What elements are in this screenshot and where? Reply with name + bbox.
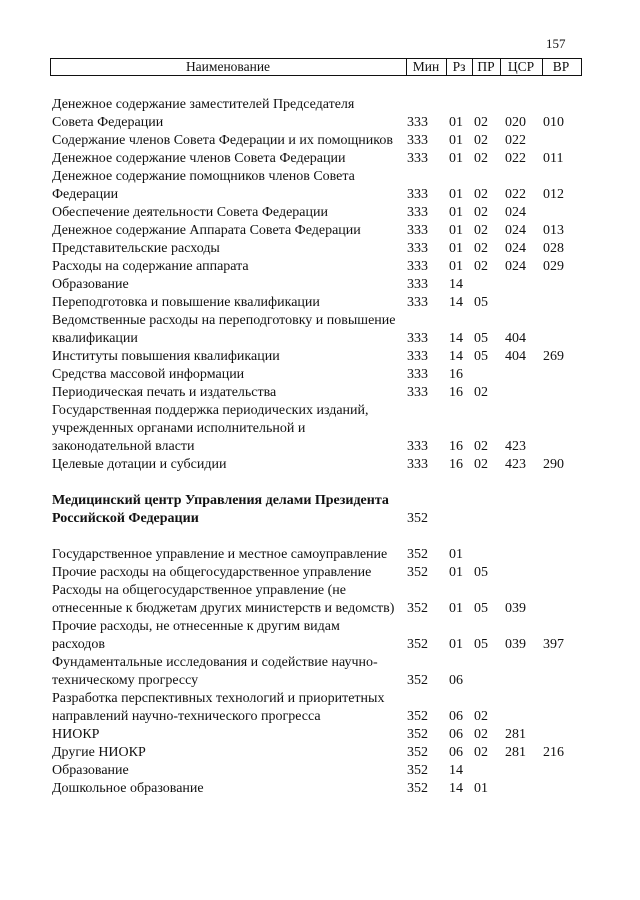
row-rz: 01 xyxy=(449,565,463,580)
row-rz: 01 xyxy=(449,241,463,256)
row-min: 333 xyxy=(407,241,428,256)
row-name: Расходы на общегосударственное управление (не отнесенные к бюджетам других министерств и ведомств) xyxy=(52,583,395,616)
table-row xyxy=(0,348,640,366)
row-name: Представительские расходы xyxy=(52,241,220,256)
row-min: 333 xyxy=(407,133,428,148)
row-min: 352 xyxy=(407,511,428,526)
row-rz: 06 xyxy=(449,673,463,688)
row-rz: 06 xyxy=(449,709,463,724)
table-row xyxy=(0,762,640,780)
row-min: 333 xyxy=(407,187,428,202)
table-row xyxy=(0,582,640,618)
row-min: 352 xyxy=(407,547,428,562)
table-row xyxy=(0,168,640,204)
row-csr: 423 xyxy=(505,439,526,454)
row-pr: 02 xyxy=(474,187,488,202)
row-csr: 281 xyxy=(505,727,526,742)
row-vr: 269 xyxy=(543,349,564,364)
row-csr: 022 xyxy=(505,187,526,202)
row-min: 352 xyxy=(407,745,428,760)
table-row xyxy=(0,294,640,312)
table-row xyxy=(0,744,640,762)
row-csr: 024 xyxy=(505,205,526,220)
row-pr: 02 xyxy=(474,385,488,400)
header-rz: Рз xyxy=(452,59,466,74)
row-pr: 05 xyxy=(474,637,488,652)
row-rz: 01 xyxy=(449,115,463,130)
row-csr: 024 xyxy=(505,241,526,256)
row-min: 333 xyxy=(407,331,428,346)
table-row xyxy=(0,564,640,582)
row-min: 352 xyxy=(407,763,428,778)
row-rz: 01 xyxy=(449,187,463,202)
row-rz: 01 xyxy=(449,223,463,238)
row-min: 333 xyxy=(407,349,428,364)
row-vr: 029 xyxy=(543,259,564,274)
row-csr: 404 xyxy=(505,349,526,364)
row-min: 352 xyxy=(407,709,428,724)
header-min: Мин xyxy=(412,59,440,74)
row-min: 352 xyxy=(407,781,428,796)
row-vr: 013 xyxy=(543,223,564,238)
row-vr: 028 xyxy=(543,241,564,256)
budget-table-body xyxy=(0,96,640,798)
row-pr: 02 xyxy=(474,151,488,166)
row-rz: 01 xyxy=(449,151,463,166)
row-name: Образование xyxy=(52,277,129,292)
row-csr: 020 xyxy=(505,115,526,130)
row-pr: 05 xyxy=(474,349,488,364)
row-rz: 01 xyxy=(449,637,463,652)
table-row xyxy=(0,618,640,654)
row-pr: 02 xyxy=(474,259,488,274)
row-vr: 397 xyxy=(543,637,564,652)
row-name: Фундаментальные исследования и содействие научно-техническому прогрессу xyxy=(52,655,378,688)
row-min: 352 xyxy=(407,601,428,616)
row-rz: 06 xyxy=(449,745,463,760)
table-row xyxy=(0,726,640,744)
table-row xyxy=(0,132,640,150)
row-name: Медицинский центр Управления делами Президента Российской Федерации xyxy=(52,493,389,526)
row-name: Содержание членов Совета Федерации и их помощников xyxy=(52,133,393,148)
row-rz: 01 xyxy=(449,205,463,220)
table-row xyxy=(0,96,640,132)
table-row xyxy=(0,654,640,690)
row-pr: 02 xyxy=(474,709,488,724)
table-row xyxy=(0,780,640,798)
row-vr: 010 xyxy=(543,115,564,130)
row-pr: 05 xyxy=(474,331,488,346)
header-pr: ПР xyxy=(477,59,495,74)
row-name: Прочие расходы, не отнесенные к другим видам расходов xyxy=(52,619,340,652)
row-vr: 216 xyxy=(543,745,564,760)
row-csr: 039 xyxy=(505,637,526,652)
row-csr: 022 xyxy=(505,151,526,166)
row-min: 333 xyxy=(407,115,428,130)
row-csr: 281 xyxy=(505,745,526,760)
row-name: Государственная поддержка периодических изданий, учрежденных органами исполнительной и законодательной власти xyxy=(52,403,369,454)
table-row xyxy=(0,690,640,726)
row-name: Переподготовка и повышение квалификации xyxy=(52,295,320,310)
row-min: 333 xyxy=(407,295,428,310)
header-divider xyxy=(581,59,582,75)
row-rz: 14 xyxy=(449,349,463,364)
row-name: Периодическая печать и издательства xyxy=(52,385,277,400)
row-name: Прочие расходы на общегосударственное управление xyxy=(52,565,372,580)
row-pr: 02 xyxy=(474,223,488,238)
table-row xyxy=(0,312,640,348)
row-min: 352 xyxy=(407,727,428,742)
header-name: Наименование xyxy=(185,59,271,74)
row-rz: 01 xyxy=(449,601,463,616)
row-rz: 14 xyxy=(449,763,463,778)
table-row xyxy=(0,366,640,384)
row-rz: 14 xyxy=(449,295,463,310)
row-min: 352 xyxy=(407,637,428,652)
row-min: 333 xyxy=(407,385,428,400)
row-rz: 16 xyxy=(449,439,463,454)
row-name: Другие НИОКР xyxy=(52,745,146,760)
row-pr: 05 xyxy=(474,601,488,616)
row-pr: 02 xyxy=(474,115,488,130)
row-name: Денежное содержание помощников членов Совета Федерации xyxy=(52,169,355,202)
row-pr: 02 xyxy=(474,727,488,742)
table-spacer xyxy=(0,474,640,492)
table-row xyxy=(0,384,640,402)
row-min: 333 xyxy=(407,439,428,454)
row-rz: 16 xyxy=(449,457,463,472)
row-vr: 012 xyxy=(543,187,564,202)
row-name: Целевые дотации и субсидии xyxy=(52,457,227,472)
row-name: Институты повышения квалификации xyxy=(52,349,280,364)
row-rz: 16 xyxy=(449,367,463,382)
row-rz: 14 xyxy=(449,331,463,346)
table-row xyxy=(0,258,640,276)
row-csr: 022 xyxy=(505,133,526,148)
row-rz: 01 xyxy=(449,547,463,562)
row-rz: 01 xyxy=(449,133,463,148)
row-pr: 02 xyxy=(474,457,488,472)
row-name: Расходы на содержание аппарата xyxy=(52,259,249,274)
row-name: Разработка перспективных технологий и приоритетных направлений научно-технического прогресса xyxy=(52,691,385,724)
row-min: 333 xyxy=(407,457,428,472)
row-csr: 024 xyxy=(505,259,526,274)
row-csr: 024 xyxy=(505,223,526,238)
row-name: Обеспечение деятельности Совета Федерации xyxy=(52,205,328,220)
row-csr: 404 xyxy=(505,331,526,346)
header-csr: ЦСР xyxy=(507,59,535,74)
row-pr: 02 xyxy=(474,205,488,220)
row-min: 333 xyxy=(407,259,428,274)
table-row xyxy=(0,456,640,474)
row-name: Денежное содержание заместителей Председателя Совета Федерации xyxy=(52,97,355,130)
row-min: 333 xyxy=(407,367,428,382)
row-name: НИОКР xyxy=(52,727,100,742)
row-pr: 01 xyxy=(474,781,488,796)
page-number: 157 xyxy=(546,36,566,51)
row-name: Средства массовой информации xyxy=(52,367,245,382)
row-name: Дошкольное образование xyxy=(52,781,204,796)
row-rz: 14 xyxy=(449,277,463,292)
row-min: 352 xyxy=(407,565,428,580)
row-rz: 16 xyxy=(449,385,463,400)
row-min: 333 xyxy=(407,277,428,292)
table-row xyxy=(0,204,640,222)
row-rz: 06 xyxy=(449,727,463,742)
section-heading-row xyxy=(0,492,640,528)
row-csr: 423 xyxy=(505,457,526,472)
row-vr: 290 xyxy=(543,457,564,472)
row-min: 352 xyxy=(407,673,428,688)
row-name: Денежное содержание Аппарата Совета Федерации xyxy=(52,223,361,238)
row-pr: 02 xyxy=(474,439,488,454)
row-min: 333 xyxy=(407,205,428,220)
table-spacer xyxy=(0,528,640,546)
row-rz: 14 xyxy=(449,781,463,796)
header-vr: ВР xyxy=(552,59,570,74)
table-row xyxy=(0,150,640,168)
table-row xyxy=(0,240,640,258)
row-name: Государственное управление и местное самоуправление xyxy=(52,547,388,562)
row-csr: 039 xyxy=(505,601,526,616)
table-row xyxy=(0,222,640,240)
row-rz: 01 xyxy=(449,259,463,274)
row-name: Ведомственные расходы на переподготовку и повышение квалификации xyxy=(52,313,396,346)
row-pr: 05 xyxy=(474,295,488,310)
row-pr: 02 xyxy=(474,241,488,256)
row-name: Образование xyxy=(52,763,129,778)
table-row xyxy=(0,276,640,294)
table-header xyxy=(50,58,582,76)
row-pr: 05 xyxy=(474,565,488,580)
row-pr: 02 xyxy=(474,133,488,148)
table-row xyxy=(0,546,640,564)
row-min: 333 xyxy=(407,223,428,238)
row-min: 333 xyxy=(407,151,428,166)
row-pr: 02 xyxy=(474,745,488,760)
row-vr: 011 xyxy=(543,151,564,166)
table-row xyxy=(0,402,640,456)
row-name: Денежное содержание членов Совета Федерации xyxy=(52,151,346,166)
